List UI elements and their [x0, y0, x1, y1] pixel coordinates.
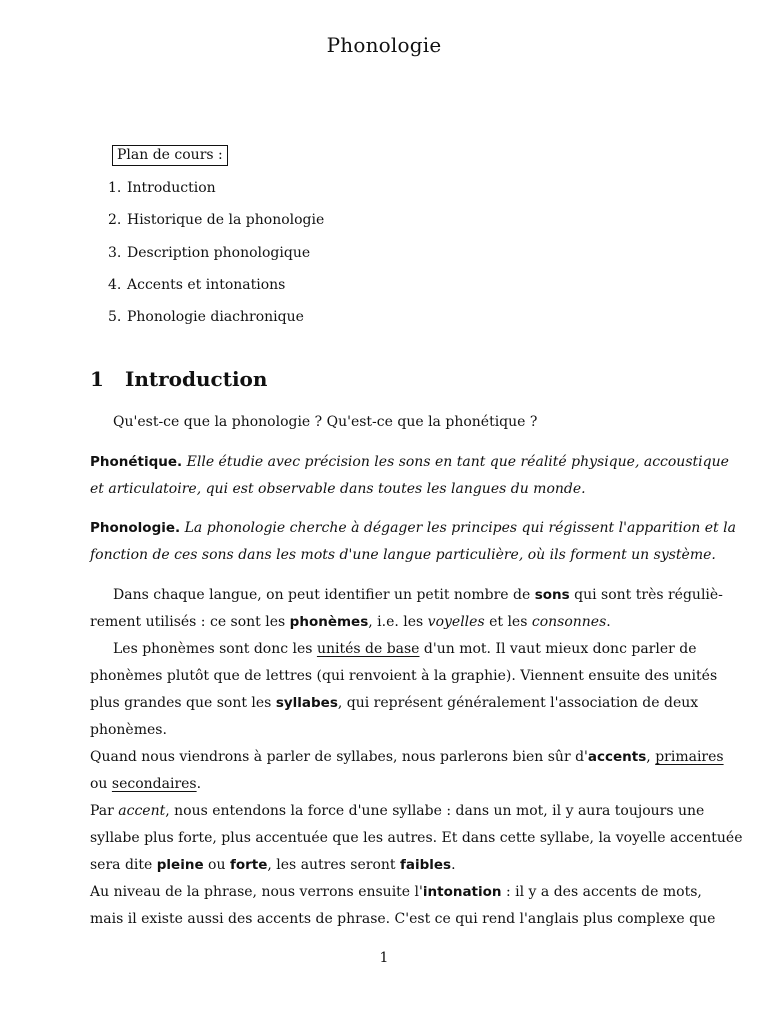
keyword-pleine: pleine — [156, 857, 204, 873]
keyword-faibles: faibles — [399, 857, 452, 873]
definition-line — [90, 449, 729, 476]
paragraph-line — [90, 690, 699, 717]
definition-text: La phonologie cherche à dégager les principes qui régissent l'apparition et la — [184, 520, 736, 536]
text-run: ou — [203, 857, 230, 873]
page-number: 1 — [379, 950, 389, 966]
text-run: Dans chaque langue, on peut identifier un petit nombre de — [113, 587, 535, 603]
paragraph-line: syllabe plus forte, plus accentuée que les autres. Et dans cette syllabe, la voyelle accentuée — [90, 830, 743, 846]
definition-term: Phonétique. — [90, 454, 183, 470]
text-run: sera dite — [90, 857, 157, 873]
paragraph-line — [90, 771, 660, 798]
text-run: . — [451, 857, 456, 873]
plan-item-number: 5. — [108, 309, 122, 326]
plan-item-number: 3. — [108, 244, 122, 261]
paragraph-line: phonèmes. — [90, 722, 167, 738]
definition-line — [90, 476, 660, 503]
plan-item-number: 4. — [108, 276, 122, 293]
definition-phonologie — [90, 515, 736, 569]
paragraph-line: phonèmes plutôt que de lettres (qui renvoient à la graphie). Viennent ensuite des unités — [90, 668, 718, 684]
text-run: Les phonèmes sont donc les — [113, 641, 317, 657]
text-run: qui sont très réguliè- — [569, 587, 723, 603]
plan-item — [108, 309, 324, 341]
text-run: : il y a des accents de mots, — [501, 884, 702, 900]
text-run: , nous entendons la force d'une syllabe : dans un mot, il y aura toujours une — [165, 803, 705, 819]
text-run: Au niveau de la phrase, nous verrons ensuite l' — [90, 884, 423, 900]
text-run: Par — [90, 803, 119, 819]
text-run: d'un mot. Il vaut mieux donc parler de — [419, 641, 697, 657]
text-run: ou — [90, 776, 112, 792]
paragraph-line — [90, 636, 697, 663]
text-run: , i.e. les — [368, 614, 428, 630]
paragraph-line — [90, 798, 705, 825]
plan-item-text: Introduction — [127, 180, 216, 196]
keyword-sons: sons — [534, 587, 570, 603]
paragraph-line — [90, 852, 660, 879]
keyword-primaires: primaires — [655, 749, 724, 765]
plan-item-text: Historique de la phonologie — [127, 212, 325, 229]
keyword-intonation: intonation — [422, 884, 502, 900]
plan-item-number: 2. — [108, 212, 122, 229]
paragraph-line — [90, 609, 660, 636]
plan-item — [108, 212, 324, 244]
text-run: et les — [484, 614, 532, 630]
text-run: plus grandes que sont les — [90, 695, 276, 711]
plan-item — [108, 277, 324, 309]
keyword-syllabes: syllabes — [275, 695, 338, 711]
plan-list — [108, 180, 324, 341]
main-text — [90, 582, 743, 933]
paragraph-line — [90, 582, 723, 609]
text-run: Quand nous viendrons à parler de syllabes, nous parlerons bien sûr d' — [90, 749, 588, 765]
text-run: . — [606, 614, 611, 630]
plan-item-text: Accents et intonations — [127, 276, 286, 293]
keyword-voyelles: voyelles — [427, 614, 485, 630]
plan-item-text: Description phonologique — [127, 244, 311, 261]
paragraph-line — [90, 744, 724, 771]
plan-item-number: 1. — [108, 180, 122, 196]
definition-line — [90, 515, 736, 542]
section-heading — [90, 367, 267, 391]
keyword-phonemes: phonèmes — [289, 614, 369, 630]
intro-question — [90, 409, 660, 436]
definition-text: fonction de ces sons dans les mots d'une langue particulière, où ils forment un système. — [90, 547, 716, 563]
text-run: , — [646, 749, 656, 765]
definition-text: et articulatoire, qui est observable dans toutes les langues du monde. — [90, 481, 586, 497]
keyword-accent: accent — [118, 803, 166, 819]
text-run: . — [196, 776, 202, 792]
keyword-accents: accents — [587, 749, 647, 765]
definition-phonetique — [90, 449, 729, 503]
paragraph-line: mais il existe aussi des accents de phrase. C'est ce qui rend l'anglais plus complexe que — [90, 911, 716, 927]
paragraph-line — [90, 879, 702, 906]
text-run: , qui représent généralement l'association de deux — [337, 695, 699, 711]
definition-term: Phonologie. — [90, 520, 181, 536]
keyword-secondaires: secondaires — [111, 776, 197, 792]
plan-item — [108, 245, 324, 277]
keyword-unites-de-base: unités de base — [316, 641, 420, 657]
plan-label-box: Plan de cours : — [112, 145, 228, 166]
page-title: Phonologie — [326, 33, 442, 57]
definition-text: Elle étudie avec précision les sons en tant que réalité physique, accoustique — [186, 454, 729, 470]
text-run: rement utilisés : ce sont les — [90, 614, 290, 630]
text-run: , les autres seront — [267, 857, 400, 873]
keyword-consonnes: consonnes — [531, 614, 607, 630]
section-number: 1 — [90, 367, 104, 391]
definition-line — [90, 542, 716, 569]
question-text: Qu'est-ce que la phonologie ? Qu'est-ce que la phonétique ? — [113, 414, 538, 430]
plan-item — [108, 180, 324, 212]
plan-item-text: Phonologie diachronique — [127, 309, 304, 326]
section-title: Introduction — [125, 367, 268, 391]
keyword-forte: forte — [229, 857, 268, 873]
